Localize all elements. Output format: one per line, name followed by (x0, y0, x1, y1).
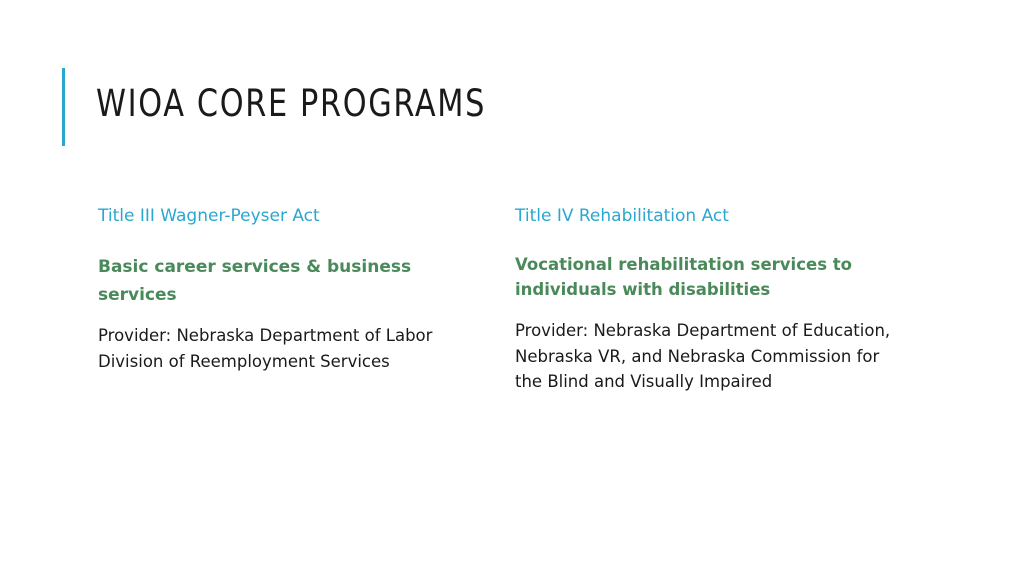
column-heading: Title III Wagner-Peyser Act (98, 206, 320, 226)
title-accent-bar (62, 68, 65, 146)
slide-title: WIOA CORE PROGRAMS (96, 82, 486, 125)
column-body: Provider: Nebraska Department of Labor Division of Reemployment Services (98, 326, 433, 371)
column-body: Provider: Nebraska Department of Education, Nebraska VR, and Nebraska Commission for the Blind and Visually Impaired (515, 321, 891, 391)
column-heading: Title IV Rehabilitation Act (515, 206, 729, 226)
column-subheading: Vocational rehabilitation services to individuals with disabilities (515, 255, 852, 299)
column-subheading: Basic career services & business services (98, 257, 412, 305)
